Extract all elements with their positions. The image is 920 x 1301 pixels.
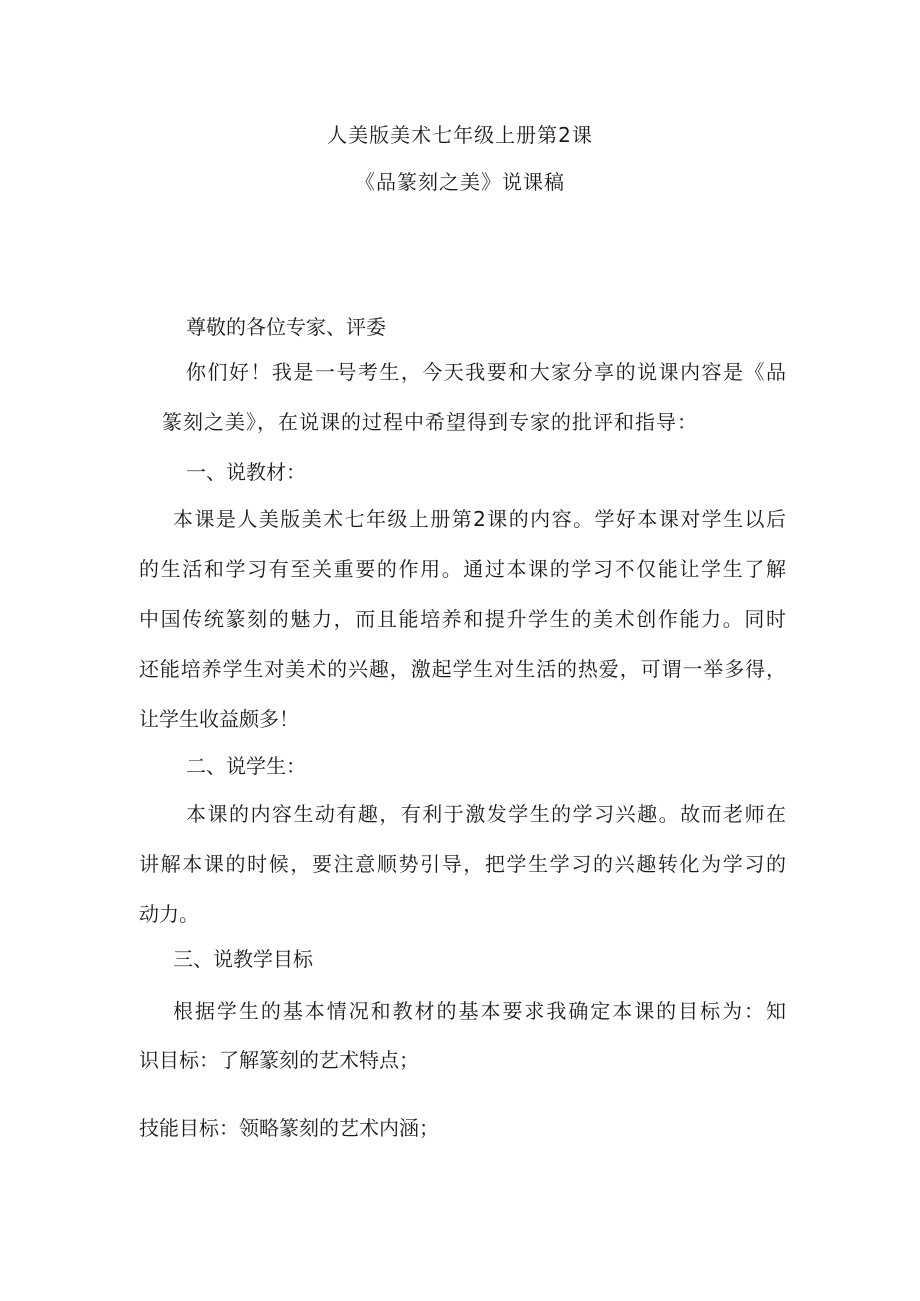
section-2-heading: 二、说学生：: [186, 754, 306, 778]
section-3-line-1: 根据学生的基本情况和教材的基本要求我确定本课的目标为：知: [173, 999, 786, 1023]
document-title-line-2: 《品篆刻之美》说课稿: [355, 170, 565, 194]
section-1-line-2: 的生活和学习有至关重要的作用。通过本课的学习不仅能让学生了解: [139, 557, 786, 581]
section-2-line-3: 动力。: [139, 902, 199, 926]
skill-goal: 技能目标：领略篆刻的艺术内涵；: [139, 1116, 439, 1140]
section-1-line-4: 还能培养学生对美术的兴趣，激起学生对生活的热爱，可谓一举多得，: [139, 657, 786, 681]
section-1-line-1: 本课是人美版美术七年级上册第2课的内容。学好本课对学生以后: [173, 507, 786, 531]
section-1-line-5: 让学生收益颇多！: [139, 707, 299, 731]
intro-line-2: 篆刻之美》，在说课的过程中希望得到专家的批评和指导：: [162, 410, 698, 434]
section-1-heading: 一、说教材：: [186, 460, 306, 484]
section-2-line-1: 本课的内容生动有趣，有利于激发学生的学习兴趣。故而老师在: [186, 802, 786, 826]
section-3-heading: 三、说教学目标: [173, 947, 313, 971]
intro-line-1: 你们好！我是一号考生，今天我要和大家分享的说课内容是《品: [186, 360, 786, 384]
document-title-line-1: 人美版美术七年级上册第2课: [327, 123, 593, 147]
section-3-line-2: 识目标：了解篆刻的艺术特点；: [139, 1048, 419, 1072]
greeting: 尊敬的各位专家、评委: [186, 315, 386, 339]
section-2-line-2: 讲解本课的时候，要注意顺势引导，把学生学习的兴趣转化为学习的: [139, 852, 786, 876]
section-1-line-3: 中国传统篆刻的魅力，而且能培养和提升学生的美术创作能力。同时: [139, 607, 786, 631]
